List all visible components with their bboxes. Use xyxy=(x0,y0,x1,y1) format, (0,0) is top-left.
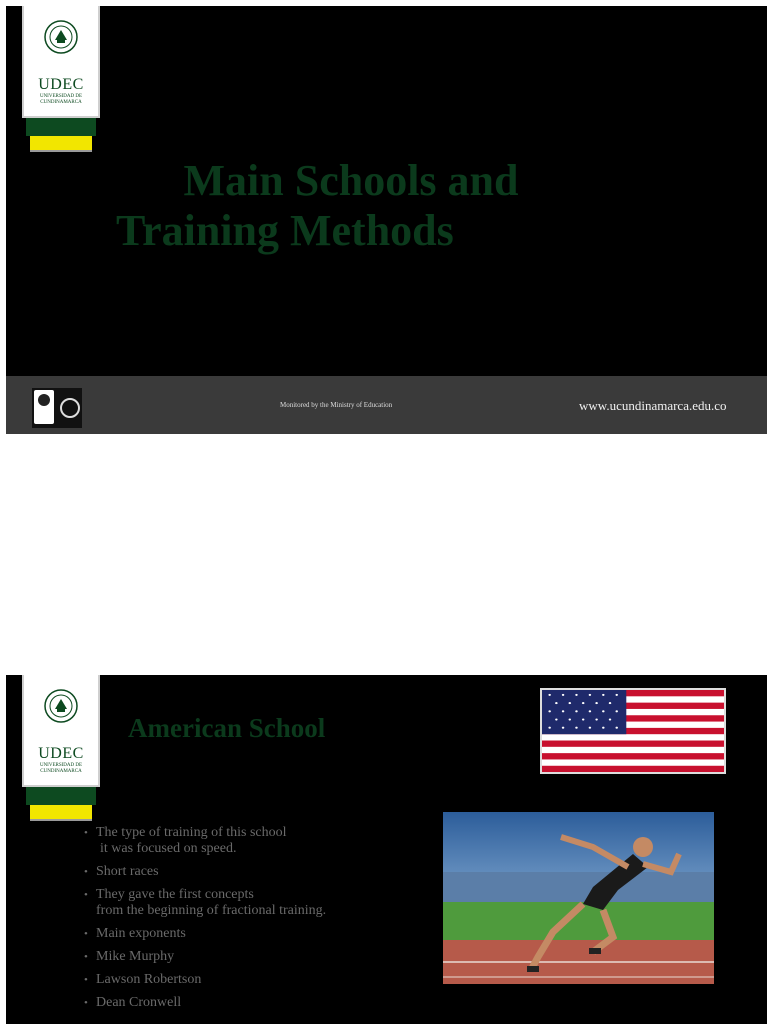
list-item: • The type of training of this school it was focused on speed. xyxy=(84,825,326,857)
list-item: • They gave the first concepts from the beginning of fractional training. xyxy=(84,887,326,919)
slide-american-school xyxy=(6,675,767,1024)
list-item: • Short races xyxy=(84,864,326,880)
slide-title xyxy=(6,6,767,434)
certification-badge-icon xyxy=(32,388,82,428)
list-item: • Mike Murphy xyxy=(84,949,326,965)
logo-ribbon xyxy=(22,675,100,821)
slide-footer xyxy=(6,376,767,434)
logo-subtitle: UNIVERSIDAD DE CUNDINAMARCA xyxy=(39,763,83,774)
sprinter-photo xyxy=(443,812,714,984)
list-item: • Main exponents xyxy=(84,926,326,942)
footer-monitored-text: Monitored by the Ministry of Education xyxy=(280,401,393,409)
udec-seal-icon xyxy=(44,689,78,723)
slide-heading: American School xyxy=(128,713,326,743)
list-item: • Lawson Robertson xyxy=(84,972,326,988)
bullet-list xyxy=(84,825,326,1018)
logo-brand: UDEC xyxy=(38,745,84,762)
list-item: • Dean Cronwell xyxy=(84,995,326,1011)
logo-ribbon xyxy=(22,6,100,152)
udec-seal-icon xyxy=(44,20,78,54)
logo-brand: UDEC xyxy=(38,76,84,93)
slide-title-text: Main Schools and Training Methods xyxy=(116,156,519,255)
footer-website-link[interactable]: www.ucundinamarca.edu.co xyxy=(579,398,727,413)
us-flag-image xyxy=(540,688,726,774)
logo-subtitle: UNIVERSIDAD DE CUNDINAMARCA xyxy=(39,94,83,105)
